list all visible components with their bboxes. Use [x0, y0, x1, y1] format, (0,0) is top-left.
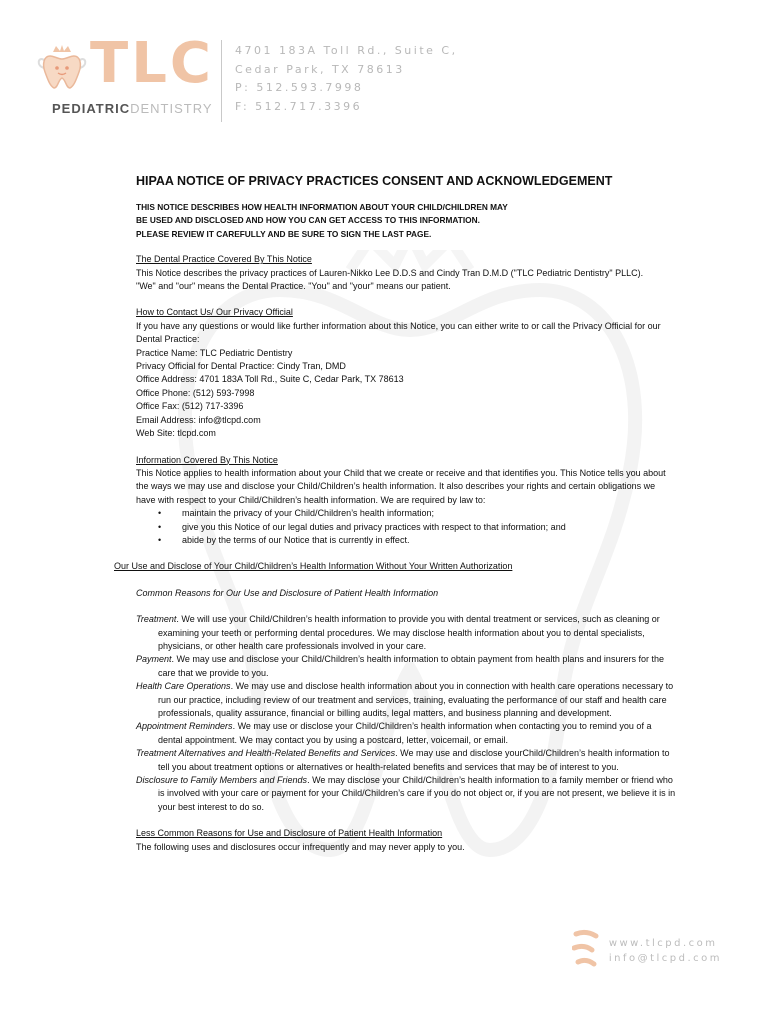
section-heading: Information Covered By This Notice	[136, 454, 278, 465]
reason-text: . We may use or disclose your Child/Children’s health information when contacting you to remind you of a dental appointment. We may contact you by using a postcard, letter, voicemail, or email.	[158, 721, 652, 745]
list-item: • give you this Notice of our legal duties and privacy practices with respect to that information; and	[136, 521, 676, 534]
reason-term: Health Care Operations	[136, 681, 231, 692]
footer-email: info@tlcpd.com	[608, 953, 722, 964]
contact-line: Practice Name: TLC Pediatric Dentistry	[136, 347, 293, 358]
reason-item	[136, 774, 676, 814]
document-title: HIPAA NOTICE OF PRIVACY PRACTICES CONSENT AND ACKNOWLEDGEMENT	[136, 174, 613, 188]
obligations-list	[136, 507, 676, 547]
practice-line: "We" and "our" means the Dental Practice. "You" and "your" means our patient.	[136, 281, 451, 292]
logo-subtitle-a: PEDIATRIC	[52, 101, 131, 116]
contact-line: Office Phone: (512) 593-7998	[136, 387, 255, 398]
practice-line: This Notice describes the privacy practices of Lauren-Nikko Lee D.D.S and Cindy Tran D.M.D ("TLC Pediatric Dentistry" PLLC).	[136, 267, 644, 278]
reason-term: Treatment	[136, 614, 177, 625]
logo-subtitle-b: DENTISTRY	[130, 101, 213, 116]
contact-fax: F: 512.717.3396	[235, 99, 363, 113]
contact-section	[136, 306, 676, 440]
header-divider	[221, 40, 222, 122]
common-reasons-heading: Common Reasons for Our Use and Disclosure of Patient Health Information	[136, 587, 439, 598]
reason-text: . We may use and disclose health information about you in connection with health care operations necessary to run our practice, including review of our treatment and services, training, evaluating the performance of our staff and health care professionals, quality assurance, financial or billing audits, legal matters, and business planning and development.	[158, 681, 674, 718]
section-heading: How to Contact Us/ Our Privacy Official	[136, 307, 293, 318]
contact-line: Email Address: info@tlcpd.com	[136, 414, 261, 425]
tooth-crown-icon	[36, 42, 88, 94]
contact-phone: P: 512.593.7998	[235, 81, 364, 94]
reasons-list	[136, 613, 676, 814]
footer-web: www.tlcpd.com	[608, 938, 718, 949]
reason-text: . We may use and disclose yourChild/Children’s health information to tell you about treatment options or alternatives or health-related benefits and services that may be of interest to you.	[158, 748, 670, 772]
section-heading: The Dental Practice Covered By This Notice	[136, 254, 312, 265]
logo-subtitle	[52, 102, 213, 115]
covered-section	[136, 454, 676, 548]
reason-term: Treatment Alternatives and Health-Related Benefits and Services	[136, 748, 396, 759]
footer-contact	[609, 936, 722, 966]
contact-address-2: Cedar Park, TX 78613	[235, 62, 405, 76]
reason-term: Appointment Reminders	[136, 721, 233, 732]
brush-mark-icon	[572, 928, 608, 974]
contact-line: Office Fax: (512) 717-3396	[136, 401, 244, 412]
reason-item	[136, 613, 676, 653]
list-item: • abide by the terms of our Notice that is currently in effect.	[136, 534, 676, 547]
reason-text: . We may disclose your Child/Children’s health information to a family member or friend who is involved with your care or payment for your Child/Children’s care if you do not object or, if you are not present, we believe it is in your best interest to do so.	[158, 775, 676, 812]
reason-text: . We may use and disclose your Child/Children’s health information to obtain payment from health plans and insurers for the care that we provide to you.	[158, 654, 664, 678]
reason-item	[136, 720, 676, 747]
reason-item	[136, 680, 676, 720]
tlc-logo	[30, 30, 220, 125]
contact-line: Web Site: tlcpd.com	[136, 428, 216, 439]
reason-term: Disclosure to Family Members and Friends	[136, 775, 308, 786]
reason-item	[136, 653, 676, 680]
list-item: • maintain the privacy of your Child/Children’s health information;	[136, 507, 676, 520]
less-common-section	[136, 827, 676, 854]
contact-line: Office Address: 4701 183A Toll Rd., Suite C, Cedar Park, TX 78613	[136, 374, 404, 385]
letterhead	[30, 30, 750, 130]
contact-intro: If you have any questions or would like further information about this Notice, you can either write to or call the Privacy Official for our Dental Practice:	[136, 320, 661, 345]
reason-term: Payment	[136, 654, 172, 665]
reason-item	[136, 747, 676, 774]
logo-wordmark: TLC	[90, 31, 214, 96]
contact-line: Privacy Official for Dental Practice: Cindy Tran, DMD	[136, 361, 346, 372]
practice-section	[136, 253, 676, 293]
covered-body: This Notice applies to health information about your Child that we create or receive and that identifies you. This Notice tells you about the ways we may use and disclose your Child/Children’s health information. It also describes your rights and certain obligations we have with respect to your Child/Children’s health information. We are required by law to:	[136, 467, 666, 505]
document-body	[114, 170, 676, 867]
section-heading: Less Common Reasons for Use and Disclosure of Patient Health Information	[136, 828, 443, 839]
contact-address-1: 4701 183A Toll Rd., Suite C,	[235, 44, 458, 57]
reason-text: . We will use your Child/Children’s health information to provide you with dental treatment or services, such as cleaning or examining your teeth or performing dental procedures. We may disclose health information about you to dental specialists, physicians, or other health care professionals involved in your care.	[158, 614, 660, 651]
notice-warning	[136, 201, 676, 241]
less-common-body: The following uses and disclosures occur infrequently and may never apply to you.	[136, 841, 465, 852]
use-disclose-heading: Our Use and Disclose of Your Child/Children’s Health Information Without Your Written Authorization	[114, 561, 513, 572]
notice-line: THIS NOTICE DESCRIBES HOW HEALTH INFORMATION ABOUT YOUR CHILD/CHILDREN MAY	[136, 202, 508, 212]
page-footer	[572, 926, 742, 976]
header-contact	[235, 42, 458, 116]
notice-line: BE USED AND DISCLOSED AND HOW YOU CAN GET ACCESS TO THIS INFORMATION.	[136, 215, 480, 226]
notice-line: PLEASE REVIEW IT CAREFULLY AND BE SURE TO SIGN THE LAST PAGE.	[136, 228, 432, 239]
